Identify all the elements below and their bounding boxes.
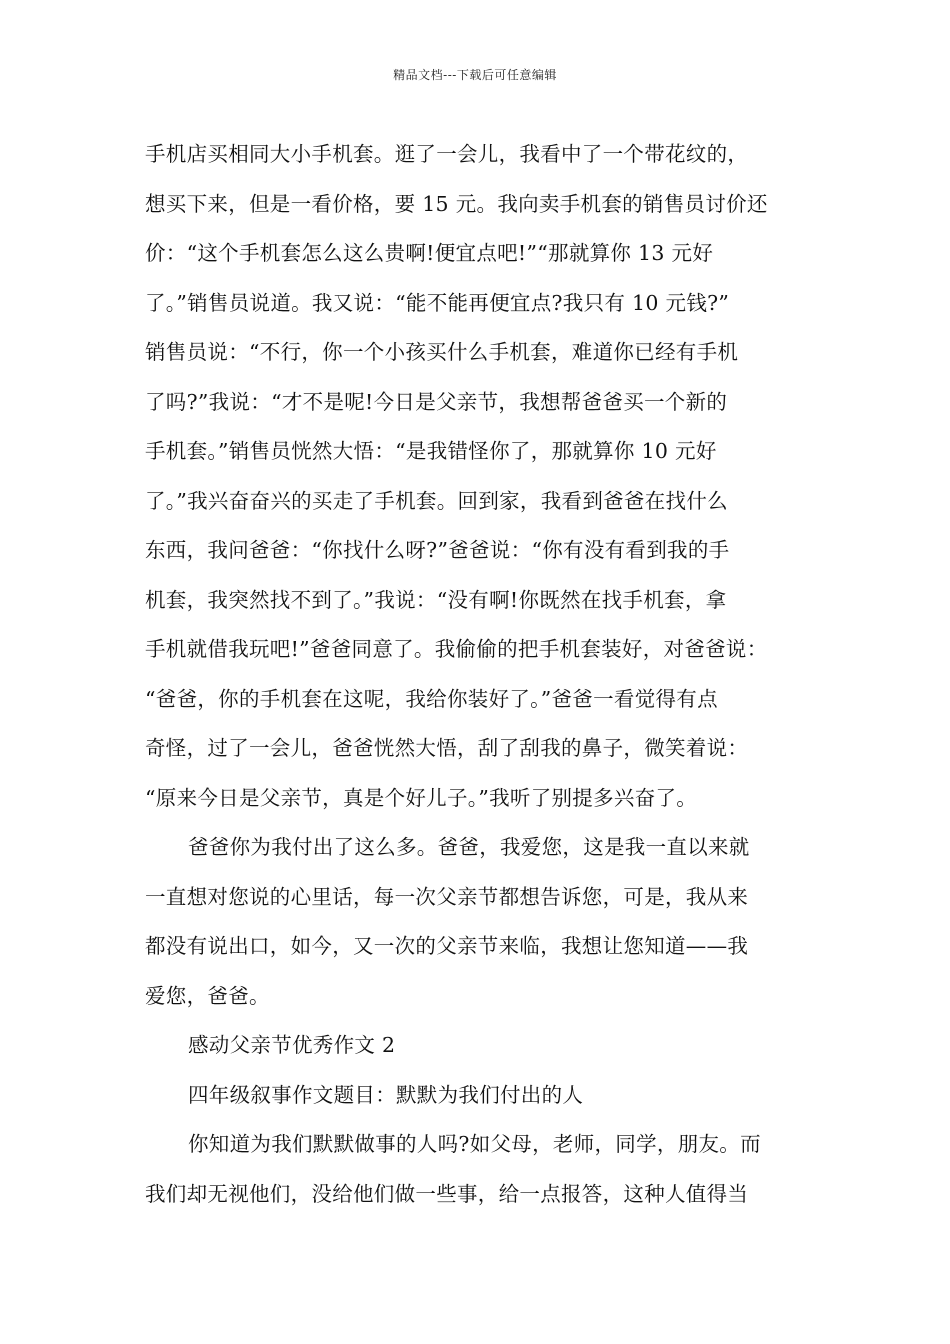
document-body: [145, 130, 825, 1219]
text-line: 了吗?”我说：“才不是呢!今日是父亲节，我想帮爸爸买一个新的: [145, 389, 728, 414]
text-line: 手机就借我玩吧!”爸爸同意了。我偷偷的把手机套装好，对爸爸说：: [145, 637, 768, 661]
text-line: 我们却无视他们，没给他们做一些事，给一点报答，这种人值得当: [145, 1181, 749, 1206]
section-title: 感动父亲节优秀作文 2: [188, 1033, 396, 1057]
text-line: 东西，我问爸爸：“你找什么呀?”爸爸说：“你有没有看到我的手: [145, 538, 730, 562]
text-line: 爱您，爸爸。: [145, 983, 270, 1008]
text-line: “原来今日是父亲节，真是个好儿子。”我听了别提多兴奋了。: [145, 785, 698, 810]
text-line: 手机店买相同大小手机套。逛了一会儿，我看中了一个带花纹的，: [145, 142, 749, 166]
text-line: 销售员说：“不行，你一个小孩买什么手机套，难道你已经有手机: [145, 340, 739, 364]
text-line: 了。”我兴奋奋兴的买走了手机套。回到家，我看到爸爸在找什么: [145, 488, 728, 513]
text-line: 了。”销售员说道。我又说：“能不能再便宜点?我只有 10 元钱?”: [145, 290, 730, 315]
text-line: 手机套。”销售员恍然大悟：“是我错怪你了，那就算你 10 元好: [145, 439, 717, 463]
paragraph-start-line: 爸爸你为我付出了这么多。爸爸，我爱您，这是我一直以来就: [188, 835, 750, 859]
text-line: 奇怪，过了一会儿，爸爸恍然大悟，刮了刮我的鼻子，微笑着说：: [145, 736, 749, 760]
text-line: 机套，我突然找不到了。”我说：“没有啊!你既然在找手机套，拿: [145, 587, 727, 612]
text-line: 一直想对您说的心里话，每一次父亲节都想告诉您，可是，我从来: [145, 884, 749, 909]
essay-topic: 四年级叙事作文题目：默默为我们付出的人: [188, 1082, 584, 1107]
page-header: 精品文档---下载后可任意编辑: [393, 68, 557, 82]
paragraph-start-line: 你知道为我们默默做事的人吗?如父母，老师，同学，朋友。而: [188, 1132, 761, 1156]
text-line: 想买下来，但是一看价格，要 15 元。我向卖手机套的销售员讨价还: [145, 191, 768, 216]
text-line: “爸爸，你的手机套在这呢，我给你装好了。”爸爸一看觉得有点: [145, 686, 718, 711]
text-line: 价：“这个手机套怎么这么贵啊!便宜点吧!”“那就算你 13 元好: [145, 241, 714, 265]
text-line: 都没有说出口，如今，又一次的父亲节来临，我想让您知道——我: [145, 934, 749, 958]
